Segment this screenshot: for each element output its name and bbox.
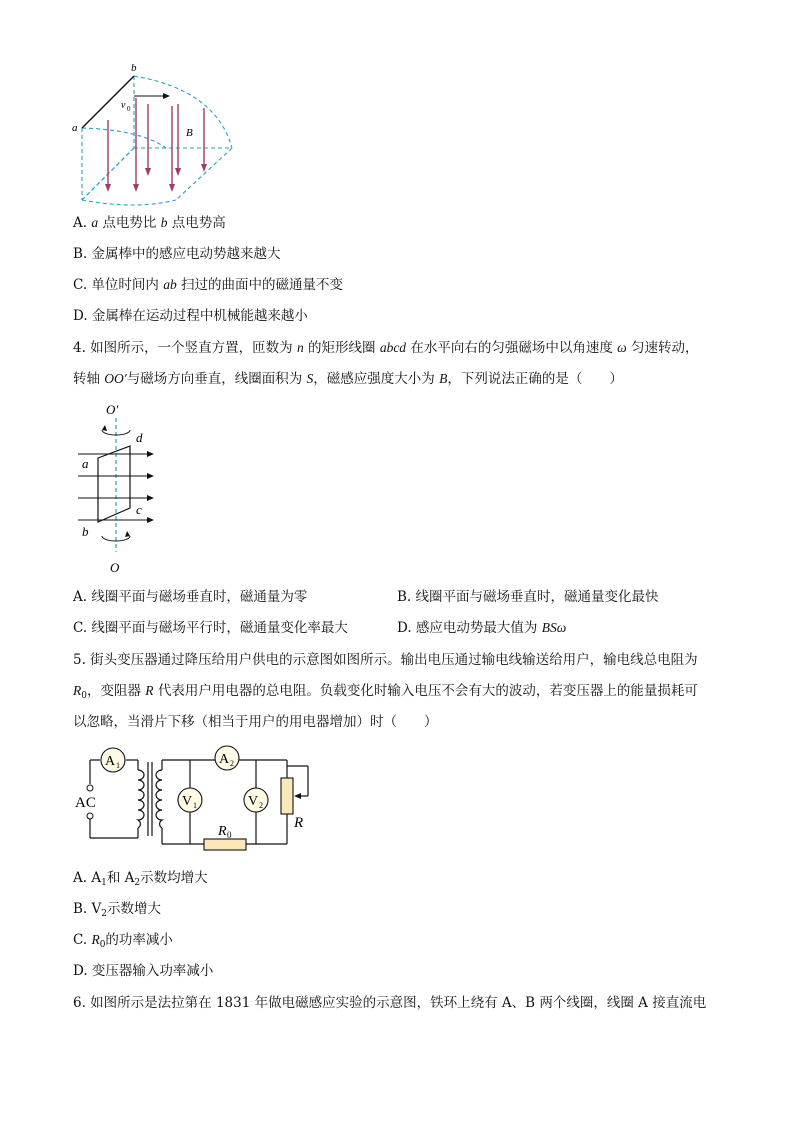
svg-text:2: 2 bbox=[230, 759, 234, 768]
q3-option-b: B. 金属棒中的感应电动势越来越大 bbox=[73, 246, 281, 262]
label-v-sub: 0 bbox=[127, 105, 131, 113]
q5-option-b: B. $V_2$示数增大 bbox=[73, 901, 161, 919]
arc-mid bbox=[82, 128, 166, 148]
svg-text:2: 2 bbox=[259, 801, 263, 810]
q4-option-d: D. 感应电动势最大值为 BSω bbox=[397, 620, 567, 636]
label-b-coil: b bbox=[82, 524, 89, 539]
svg-text:0: 0 bbox=[227, 830, 232, 840]
svg-text:A: A bbox=[219, 752, 230, 767]
q6-stem-line1: 6. 如图所示是法拉第在 1831 年做电磁感应实验的示意图，铁环上绕有 A、B 两个线圈，线圈 A 接直流电 bbox=[73, 995, 707, 1011]
q5-stem-line2: $R_0$，变阻器 R 代表用户用电器的总电阻。负载变化时输入电压不会有大的波动，若变压器上的能量损耗可 bbox=[73, 683, 698, 701]
rheostat-r bbox=[281, 778, 293, 814]
svg-text:1: 1 bbox=[116, 761, 120, 770]
label-B: B bbox=[186, 127, 193, 139]
rod-field-figure bbox=[66, 60, 236, 210]
label-a: a bbox=[72, 122, 78, 134]
svg-text:V: V bbox=[182, 794, 193, 809]
field-arrows bbox=[108, 98, 204, 188]
label-v: v bbox=[121, 100, 126, 111]
svg-text:A: A bbox=[105, 754, 116, 769]
q4-stem-line2: 转轴 OO′与磁场方向垂直，线圈面积为 S，磁感应强度大小为 B，下列说法正确的是（ ） bbox=[73, 371, 623, 387]
svg-text:R: R bbox=[218, 824, 227, 839]
q3-option-a: A. a 点电势比 b 点电势高 bbox=[73, 215, 226, 231]
q3-option-d: D. 金属棒在运动过程中机械能越来越小 bbox=[73, 308, 308, 324]
svg-text:1: 1 bbox=[193, 801, 197, 810]
label-o: O bbox=[110, 560, 120, 575]
q5-option-a: A. $A_1$和 $A_2$示数均增大 bbox=[73, 870, 208, 888]
label-a-coil: a bbox=[82, 456, 89, 471]
label-d-coil: d bbox=[136, 430, 143, 445]
q5-stem-line1: 5. 街头变压器通过降压给用户供电的示意图如图所示。输出电压通过输电线输送给用户，输电线总电阻为 bbox=[73, 652, 698, 668]
q4-option-c: C. 线圈平面与磁场平行时，磁通量变化率最大 bbox=[73, 620, 348, 636]
q3-option-c: C. 单位时间内 ab 扫过的曲面中的磁通量不变 bbox=[73, 277, 344, 293]
resistor-r0 bbox=[204, 839, 246, 850]
svg-text:V: V bbox=[248, 794, 259, 809]
q4-stem-line1: 4. 如图所示，一个竖直方置，匝数为 n 的矩形线圈 abcd 在水平向右的匀强磁场中以角速度 ω 匀速转动， bbox=[73, 340, 699, 356]
coil-figure bbox=[72, 400, 162, 578]
label-o-prime: O′ bbox=[106, 402, 119, 417]
q4-option-b: B. 线圈平面与磁场垂直时，磁通量变化最快 bbox=[397, 589, 659, 605]
q5-option-d: D. 变压器输入功率减小 bbox=[73, 963, 214, 979]
svg-text:AC: AC bbox=[75, 795, 96, 811]
label-c-coil: c bbox=[136, 502, 142, 517]
q5-stem-line3: 以忽略，当滑片下移（相当于用户的用电器增加）时（ ） bbox=[73, 714, 438, 730]
q4-option-a: A. 线圈平面与磁场垂直时，磁通量为零 bbox=[73, 589, 308, 605]
label-b: b bbox=[131, 62, 137, 74]
q5-option-c: C. $R_0$的功率减小 bbox=[73, 932, 173, 950]
svg-text:R: R bbox=[294, 815, 304, 831]
transformer-circuit bbox=[72, 740, 322, 860]
